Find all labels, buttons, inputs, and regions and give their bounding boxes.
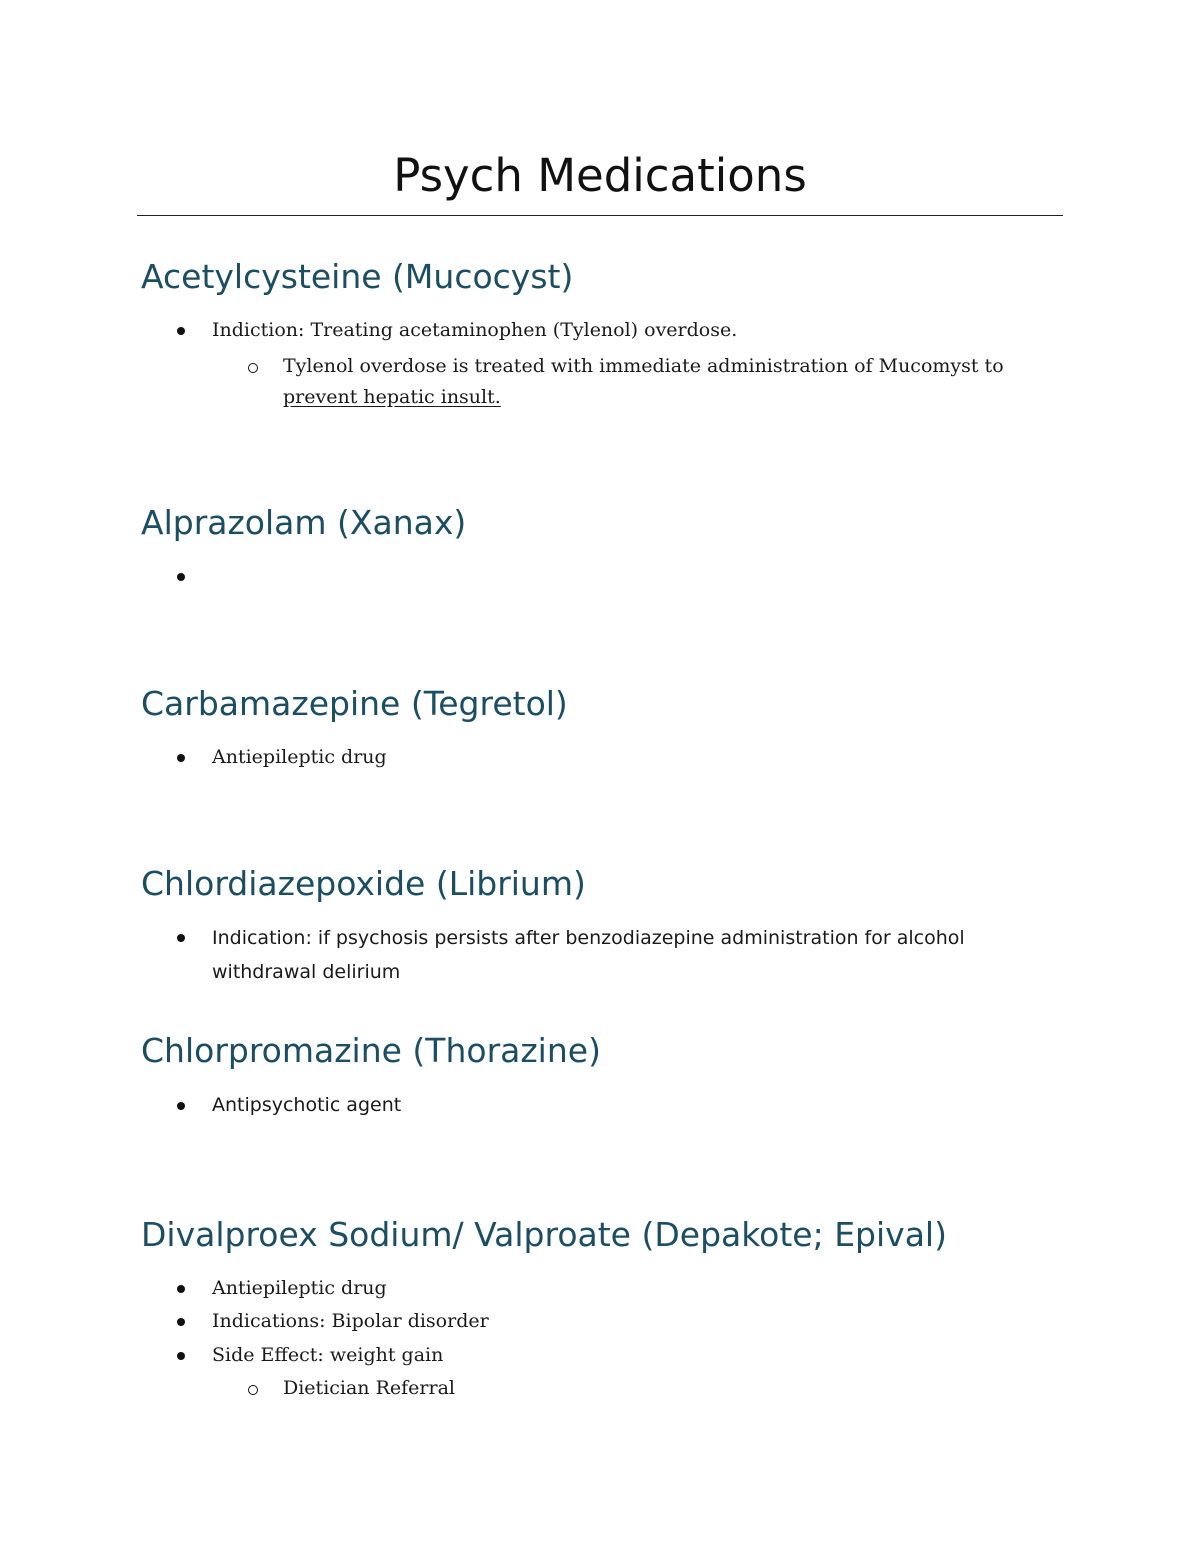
bullet-icon — [177, 1352, 185, 1360]
bullet-icon — [177, 934, 185, 942]
list-item: Antipsychotic agent — [212, 1094, 402, 1116]
sub-bullet-icon — [248, 1385, 258, 1395]
bullet-icon — [177, 1102, 185, 1110]
section-heading-divalproex: Divalproex Sodium/ Valproate (Depakote; Epival) — [141, 1215, 947, 1254]
bullet-icon — [177, 1285, 185, 1293]
list-item-line-2: withdrawal delirium — [212, 961, 401, 983]
list-item: Indications: Bipolar disorder — [212, 1310, 489, 1332]
sub-bullet-icon — [248, 363, 258, 373]
section-heading-carbamazepine: Carbamazepine (Tegretol) — [141, 684, 568, 723]
section-heading-chlorpromazine: Chlorpromazine (Thorazine) — [141, 1031, 601, 1070]
section-heading-alprazolam: Alprazolam (Xanax) — [141, 503, 467, 542]
sub-list-item-line-2: prevent hepatic insult. — [283, 386, 501, 408]
page-title: Psych Medications — [393, 149, 807, 202]
title-divider — [137, 215, 1063, 216]
bullet-icon — [177, 327, 185, 335]
list-item-line-1: Indication: if psychosis persists after benzodiazepine administration for alcohol — [212, 927, 965, 949]
list-item: Antiepileptic drug — [212, 746, 387, 768]
list-item: Side Effect: weight gain — [212, 1344, 444, 1366]
bullet-icon — [177, 1318, 185, 1326]
list-item: Antiepileptic drug — [212, 1277, 387, 1299]
section-heading-acetylcysteine: Acetylcysteine (Mucocyst) — [141, 257, 574, 296]
sub-list-item: Dietician Referral — [283, 1377, 455, 1399]
section-heading-chlordiazepoxide: Chlordiazepoxide (Librium) — [141, 864, 586, 903]
bullet-icon — [177, 754, 185, 762]
sub-list-item-line-1: Tylenol overdose is treated with immediate administration of Mucomyst to — [283, 355, 1004, 377]
bullet-icon — [177, 573, 185, 581]
list-item: Indiction: Treating acetaminophen (Tylenol) overdose. — [212, 319, 738, 341]
